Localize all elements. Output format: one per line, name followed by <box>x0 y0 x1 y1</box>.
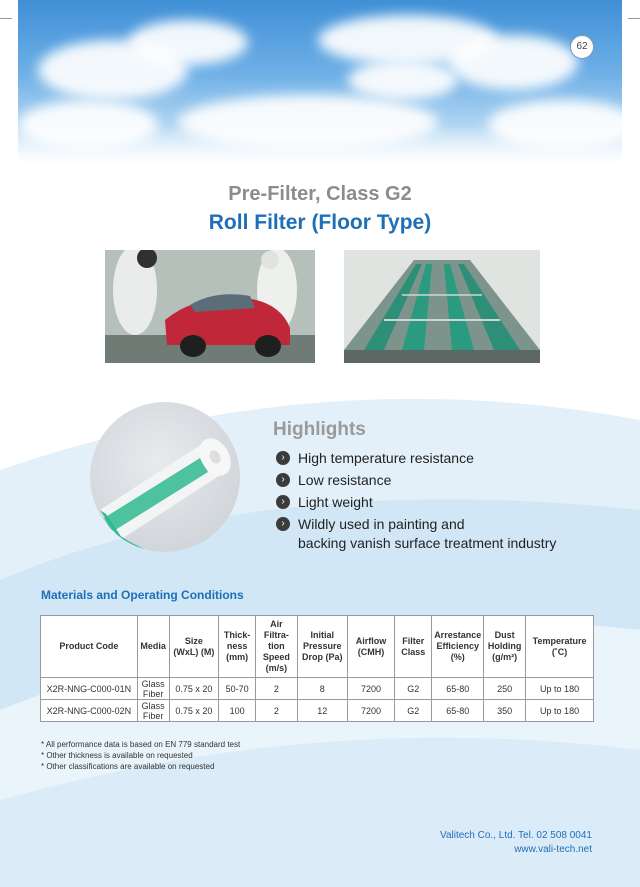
highlight-item: › High temperature resistance <box>276 447 474 468</box>
page-title: Roll Filter (Floor Type) <box>208 211 432 234</box>
product-photo <box>90 402 240 552</box>
highlight-item: › Wildly used in painting and <box>276 513 474 534</box>
cell-thickness: 50-70 <box>219 678 256 700</box>
header-filter-class: Filter Class <box>395 616 432 678</box>
cell-product-code: X2R-NNG-C000-02N <box>41 700 138 722</box>
header-size: Size (WxL) (M) <box>169 616 219 678</box>
cell-arrestance: 65-80 <box>432 700 484 722</box>
table-section-title: Materials and Operating Conditions <box>41 588 244 602</box>
header-product-code: Product Code <box>41 616 138 678</box>
header-airflow: Airflow (CMH) <box>347 616 395 678</box>
note-line: * All performance data is based on EN 779 standard test <box>41 740 241 749</box>
chevron-right-icon: › <box>276 495 290 509</box>
note-line: * Other classifications are available on requested <box>41 762 215 771</box>
header-dust-holding: Dust Holding (g/m²) <box>484 616 526 678</box>
table-notes <box>41 739 240 772</box>
chevron-right-icon: › <box>276 451 290 465</box>
cell-airflow: 7200 <box>347 700 395 722</box>
cell-dust-holding: 350 <box>484 700 526 722</box>
cell-size: 0.75 x 20 <box>169 678 219 700</box>
cell-media: Glass Fiber <box>137 678 169 700</box>
cell-arrestance: 65-80 <box>432 678 484 700</box>
crop-mark <box>628 18 640 19</box>
page-number-badge: 62 <box>570 35 594 59</box>
cell-thickness: 100 <box>219 700 256 722</box>
header-air-speed: Air Filtra-tion Speed (m/s) <box>256 616 298 678</box>
header-temperature: Temperature (˚C) <box>526 616 594 678</box>
cell-pressure-drop: 12 <box>297 700 347 722</box>
cell-pressure-drop: 8 <box>297 678 347 700</box>
highlight-item: › Light weight <box>276 491 474 512</box>
chevron-right-icon: › <box>276 473 290 487</box>
chevron-right-icon: › <box>276 517 290 531</box>
cell-size: 0.75 x 20 <box>169 700 219 722</box>
specification-table <box>40 615 594 722</box>
sky-banner <box>18 0 622 165</box>
header-media: Media <box>137 616 169 678</box>
header-thickness: Thick-ness (mm) <box>219 616 256 678</box>
note-line: * Other thickness is available on requested <box>41 751 193 760</box>
page-subtitle: Pre-Filter, Class G2 <box>228 183 412 205</box>
highlight-item: › Low resistance <box>276 469 474 490</box>
footer-contact <box>440 829 592 857</box>
cell-air-speed: 2 <box>256 678 298 700</box>
table-header-row <box>41 616 594 678</box>
footer-website-link[interactable]: www.vali-tech.net <box>514 844 592 855</box>
cell-product-code: X2R-NNG-C000-01N <box>41 678 138 700</box>
cell-air-speed: 2 <box>256 700 298 722</box>
cell-filter-class: G2 <box>395 678 432 700</box>
table-row <box>41 700 594 722</box>
booth-photo <box>105 250 315 363</box>
header-pressure-drop: Initial Pressure Drop (Pa) <box>297 616 347 678</box>
cell-temperature: Up to 180 <box>526 678 594 700</box>
floor-photo <box>344 250 540 363</box>
cell-dust-holding: 250 <box>484 678 526 700</box>
cell-airflow: 7200 <box>347 678 395 700</box>
crop-mark <box>0 18 12 19</box>
cell-temperature: Up to 180 <box>526 700 594 722</box>
footer-company-line: Valitech Co., Ltd. Tel. 02 508 0041 <box>440 830 592 841</box>
header-arrestance: Arrestance Efficiency (%) <box>432 616 484 678</box>
cell-filter-class: G2 <box>395 700 432 722</box>
table-row <box>41 678 594 700</box>
highlights-title: Highlights <box>273 419 366 440</box>
cell-media: Glass Fiber <box>137 700 169 722</box>
highlights-list <box>276 447 474 535</box>
highlight-item-continuation: backing vanish surface treatment industry <box>298 535 557 551</box>
